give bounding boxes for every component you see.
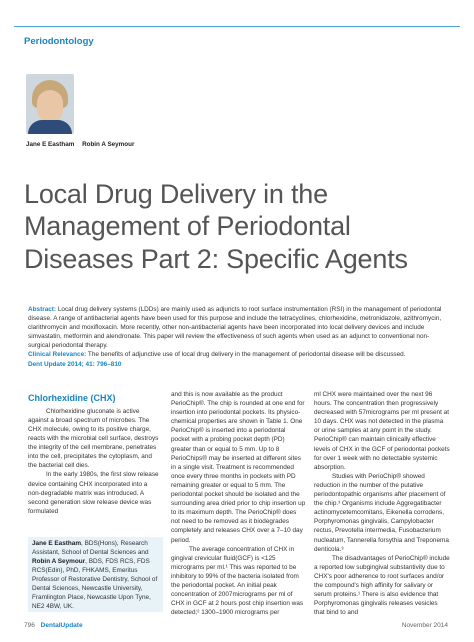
paragraph: Studies with PerioChip® showed reduction in the number of the putative periodontopathic organisms after placement of the chip.³ Organisms include Aggregatibacter actinomycetemcomitans, Eikenella corrodens, Porphyromonas gingivalis, Campylobacter rectus, Prevotella intermedia, Fusobacterium nucleatum, Tannerella forsythia and Treponema denticola.³: [314, 472, 449, 553]
paragraph: The disadvantages of PerioChip® include a reported low subgingival substantivity due to CHX's poor adherence to root surfaces and/or the compound's high affinity for salivary or serum proteins.¹ There is also evidence that Porphyromonas gingivalis releases vesicles that bind to and: [314, 554, 450, 617]
title-line-2: Management of Periodontal: [24, 211, 351, 242]
issue-date: November 2014: [401, 622, 448, 629]
paragraph: In the early 1980s, the first slow release device containing CHX incorporated into a non-degradable matrix was introduced. A second generation slow release device was formulated: [28, 471, 159, 515]
citation: Dent Update 2014; 41: 796–810: [28, 360, 122, 368]
column-2: [171, 390, 306, 617]
article-title: [24, 178, 454, 275]
paragraph: ml CHX were maintained over the next 96 hours. The concentration then progressively decreased with 57micrograms per ml present at 10 days. CHX was not detected in the plasma or urine samples at any point in the study. PerioChip® can maintain clinically effective levels of CHX in the GCF of periodontal pockets for over 1 week with no detectable systemic absorption.: [314, 391, 450, 471]
bio-name-1: Jane E Eastham: [32, 540, 82, 547]
bio-name-2: Robin A Seymour: [32, 557, 86, 565]
paragraph: The average concentration of CHX in gingival crevicular fluid(GCF) is <125 micrograms per ml.¹ This was reported to be inhibitory to 99% of the bacteria isolated from the periodontal pocket. An initial peak concentration of 2007micrograms per ml of CHX in GCF at 2 hours post chip insertion was detected;² 1300–1900 micrograms per: [171, 545, 304, 617]
column-3: [314, 390, 450, 617]
bio-text-1: , BDS(Hons), Research Assistant, School of Dental Sciences and: [32, 540, 149, 556]
clinical-relevance-text: The benefits of adjunctive use of local drug delivery in the management of periodontal disease will be discussed.: [86, 351, 406, 359]
author-bio-box: [28, 537, 163, 612]
bio-text-2: , BDS, FDS RCS, FDS RCS(Edin), PhD, FHKAMS, Emeritus Professor of Restorative Dentistry, School of Dental Sciences, Newcastle University, Framlington Place, Newcastle Upon Tyne, NE2 4BW, UK.: [32, 557, 158, 610]
paragraph: Chlorhexidine gluconate is active against a broad spectrum of microbes. The CHX molecule, owing to its positive charge, reacts with the microbial cell surface, destroys the integrity of the cell membrane, penetrates into the cell, precipitates the cytoplasm, and the bacterial cell dies.: [28, 407, 159, 470]
author-name-2: Robin A Seymour: [82, 141, 135, 148]
author-photo: [26, 74, 74, 134]
abstract-block: [28, 305, 448, 369]
clinical-relevance-label: Clinical Relevance:: [28, 351, 87, 359]
page-number: 796: [24, 622, 35, 629]
title-line-1: Local Drug Delivery in the: [24, 179, 328, 209]
column-1: [28, 392, 161, 516]
abstract-label: Abstract:: [28, 306, 57, 313]
section-heading: Chlorhexidine (CHX): [28, 393, 116, 403]
abstract-text: Local drug delivery systems (LDDs) are mainly used as adjuncts to root surface instrumentation (RSI) in the management of periodontal disease. A range of antibacterial agents have been used for this purpose and include the tetracyclines, chlorhexidine, metronidazole, azithromycin, clarithromycin and moxifloxacin. More recently, other non-antibacterial agents have been incorporated into local delivery devices and include simvastatin, metformin and alendronate. This paper will review the effectiveness of such agents when used as an adjunct to conventional non-surgical periodontal therapy.: [28, 306, 442, 350]
author-name-1: Jane E Eastham: [26, 141, 75, 148]
title-line-3: Diseases Part 2: Specific Agents: [24, 243, 408, 274]
paragraph: and this is now available as the product PerioChip®. The chip is rounded at one end for insertion into periodontal pockets. Its physico-chemical properties are shown in Table 1. One PerioChip® is inserted into a periodontal pocket with a probing pocket depth (PD) greater than or equal to 5 mm. Up to 8 PerioChips® may be inserted at different sites in a single visit. Treatment is recommended once every three months in pockets with PD remaining greater or equal to 5 mm. The periodontal pocket should be isolated and the surrounding area dried prior to chip insertion up to its maximum depth. The PerioChip® does not need to be removed as it biodegrades completely and releases CHX over a 7–10 day period.: [171, 391, 306, 544]
page-footer: [24, 622, 448, 629]
author-names: [26, 141, 140, 148]
section-label: Periodontology: [24, 36, 94, 47]
photo-face: [37, 90, 63, 122]
journal-name: DentalUpdate: [40, 622, 83, 629]
photo-shirt: [28, 120, 72, 134]
